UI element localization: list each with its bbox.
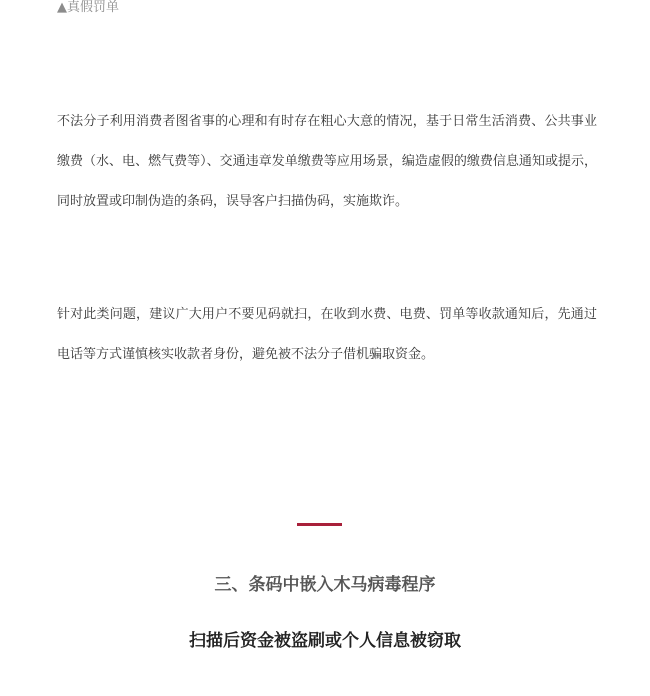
section-divider [297,523,342,526]
image-caption: ▲真假罚单 [57,0,119,15]
section-subheading: 扫描后资金被盗刷或个人信息被窃取 [189,631,461,651]
paragraph-fraud-description: 不法分子利用消费者图省事的心理和有时存在粗心大意的情况，基于日常生活消费、公共事业缴费（水、电、燃气费等）、交通违章发单缴费等应用场景，编造虚假的缴费信息通知或提示，同时放置或印制伪造的条码，误导客户扫描伪码，实施欺诈。 [57,114,597,209]
section-heading: 三、条码中嵌入木马病毒程序 [214,575,436,595]
paragraph-advice: 针对此类问题，建议广大用户不要见码就扫，在收到水费、电费、罚单等收款通知后，先通过电话等方式谨慎核实收款者身份，避免被不法分子借机骗取资金。 [57,307,597,362]
